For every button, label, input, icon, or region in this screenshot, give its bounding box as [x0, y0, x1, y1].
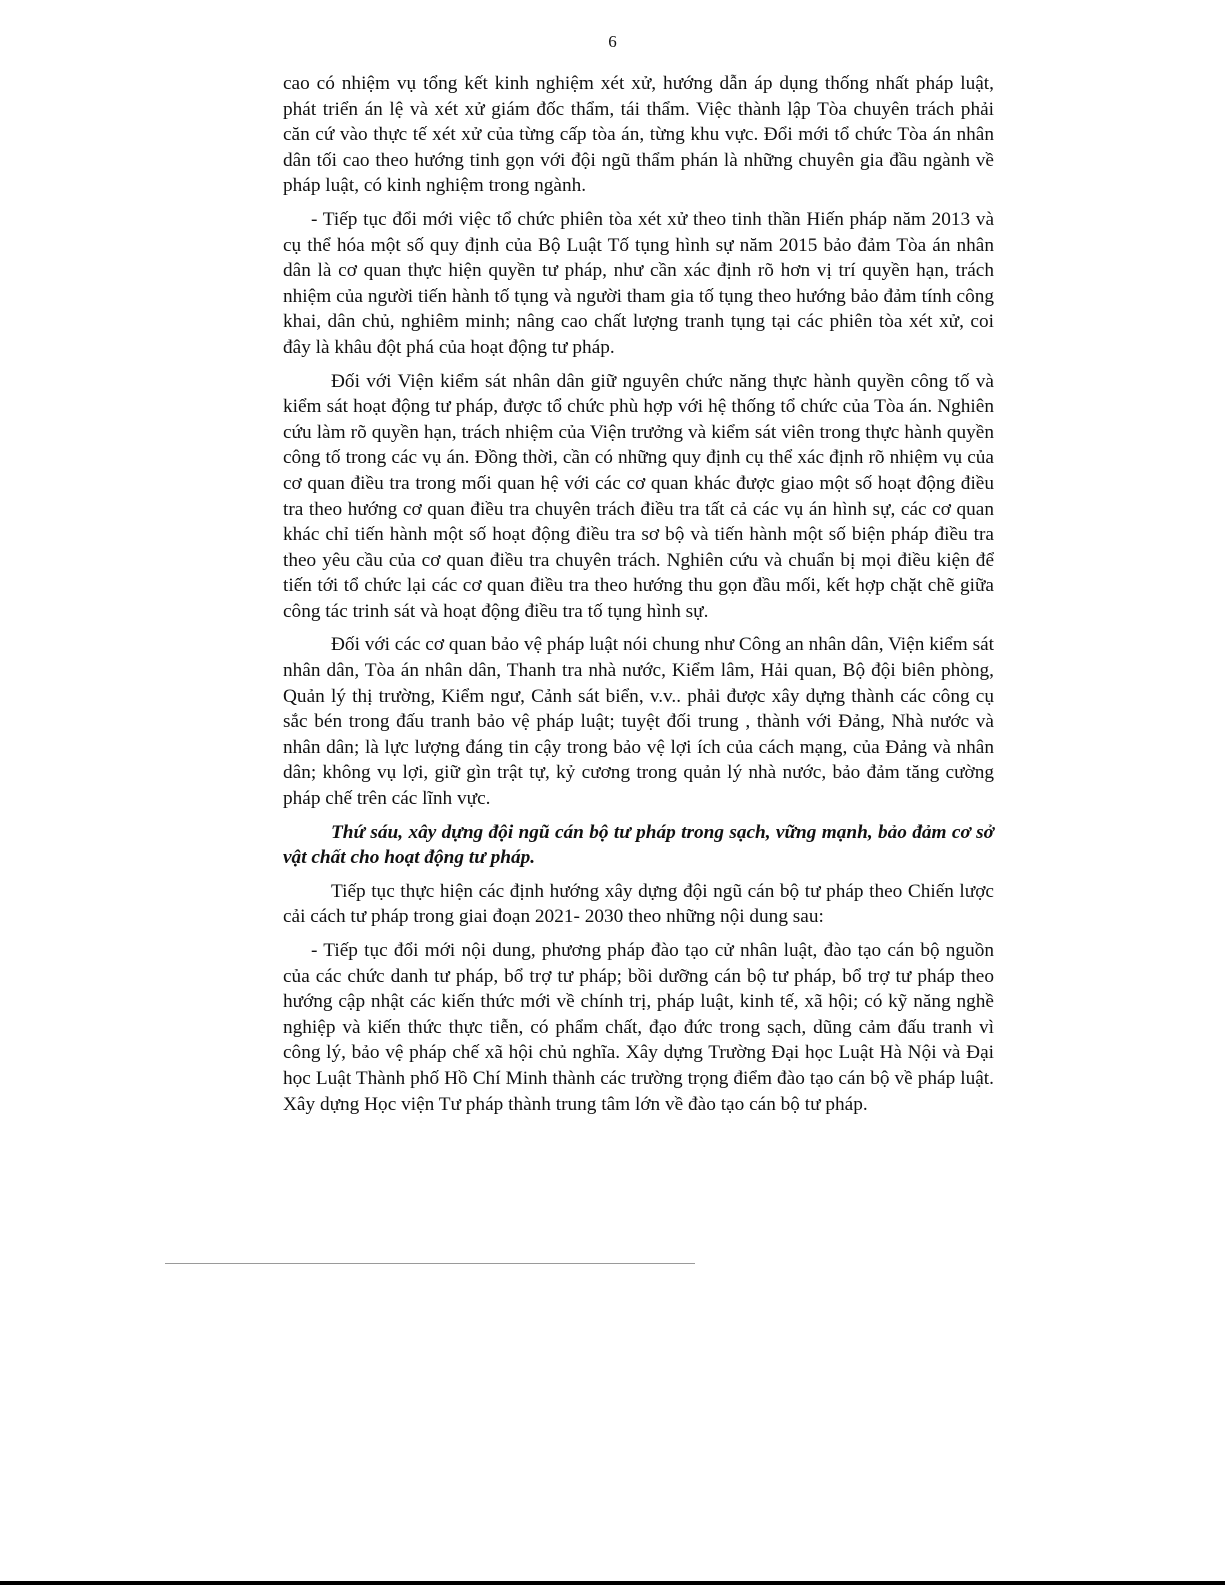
paragraph-strategy-intro: Tiếp tục thực hiện các định hướng xây dựng đội ngũ cán bộ tư pháp theo Chiến lược cải cách tư pháp trong giai đoạn 2021- 2030 theo những nội dung sau: — [283, 880, 994, 928]
page-bottom-edge — [0, 1581, 1225, 1585]
section-heading-sixth: Thứ sáu, xây dựng đội ngũ cán bộ tư pháp trong sạch, vững mạnh, bảo đảm cơ sở vật chất cho hoạt động tư pháp. — [283, 821, 994, 869]
paragraph-procuracy: Đối với Viện kiểm sát nhân dân giữ nguyên chức năng thực hành quyền công tố và kiểm sát hoạt động tư pháp, được tổ chức phù hợp với hệ thống tổ chức của Tòa án. Nghiên cứu làm rõ quyền hạn, trách nhiệm của Viện trưởng và kiểm sát viên trong thực hành quyền công tố trong các vụ án. Đồng thời, cần có những quy định cụ thể xác định rõ nhiệm vụ của cơ quan điều tra trong mối quan hệ với các cơ quan khác được giao một số hoạt động điều tra theo hướng cơ quan điều tra chuyên trách điều tra tất cả các vụ án hình sự, các cơ quan khác chỉ tiến hành một số hoạt động điều tra sơ bộ và tiến hành một số biện pháp điều tra theo yêu cầu của cơ quan điều tra chuyên trách. Nghiên cứu và chuẩn bị mọi điều kiện để tiến tới tổ chức lại các cơ quan điều tra theo hướng thu gọn đầu mối, kết hợp chặt chẽ giữa công tác trinh sát và hoạt động điều tra tố tụng hình sự. — [283, 370, 994, 622]
paragraph-law-protection-agencies: Đối với các cơ quan bảo vệ pháp luật nói chung như Công an nhân dân, Viện kiểm sát nhân dân, Tòa án nhân dân, Thanh tra nhà nước, Kiểm lâm, Hải quan, Bộ đội biên phòng, Quản lý thị trường, Kiểm ngư, Cảnh sát biển, v.v.. phải được xây dựng thành các công cụ sắc bén trong đấu tranh bảo vệ pháp luật; tuyệt đối trung , thành với Đảng, Nhà nước và nhân dân; là lực lượng đáng tin cậy trong bảo vệ lợi ích của cách mạng, của Đảng và nhân dân; không vụ lợi, giữ gìn trật tự, kỷ cương trong quản lý nhà nước, bảo đảm tăng cường pháp chế trên các lĩnh vực. — [283, 634, 994, 810]
document-body — [283, 71, 994, 1125]
footnote-separator — [165, 1263, 695, 1264]
page-number: 6 — [608, 32, 617, 51]
paragraph-training-reform: - Tiếp tục đổi mới nội dung, phương pháp đào tạo cử nhân luật, đào tạo cán bộ nguồn của các chức danh tư pháp, bổ trợ tư pháp; bồi dưỡng cán bộ tư pháp, bổ trợ tư pháp theo hướng cập nhật các kiến thức mới về chính trị, pháp luật, kinh tế, xã hội; có kỹ năng nghề nghiệp và kiến thức thực tiễn, có phẩm chất, đạo đức trong sạch, dũng cảm đấu tranh vì công lý, bảo vệ pháp chế xã hội chủ nghĩa. Xây dựng Trường Đại học Luật Hà Nội và Đại học Luật Thành phố Hồ Chí Minh thành các trường trọng điểm đào tạo cán bộ về pháp luật. Xây dựng Học viện Tư pháp thành trung tâm lớn về đào tạo cán bộ tư pháp. — [283, 940, 994, 1115]
paragraph-trial-reform: - Tiếp tục đổi mới việc tổ chức phiên tòa xét xử theo tinh thần Hiến pháp năm 2013 và cụ thể hóa một số quy định của Bộ Luật Tố tụng hình sự năm 2015 bảo đảm Tòa án nhân dân là cơ quan thực hiện quyền tư pháp, như cần xác định rõ hơn vị trí quyền hạn, trách nhiệm của người tiến hành tố tụng và người tham gia tố tụng theo hướng bảo đảm tính công khai, dân chủ, nghiêm minh; nâng cao chất lượng tranh tụng tại các phiên tòa xét xử, coi đây là khâu đột phá của hoạt động tư pháp. — [283, 208, 994, 358]
paragraph-court-continuation: cao có nhiệm vụ tổng kết kinh nghiệm xét xử, hướng dẫn áp dụng thống nhất pháp luật, phát triển án lệ và xét xử giám đốc thẩm, tái thẩm. Việc thành lập Tòa chuyên trách phải căn cứ vào thực tế xét xử của từng cấp tòa án, từng khu vực. Đổi mới tổ chức Tòa án nhân dân tối cao theo hướng tinh gọn với đội ngũ thẩm phán là những chuyên gia đầu ngành về pháp luật, có kinh nghiệm trong ngành. — [283, 73, 994, 197]
